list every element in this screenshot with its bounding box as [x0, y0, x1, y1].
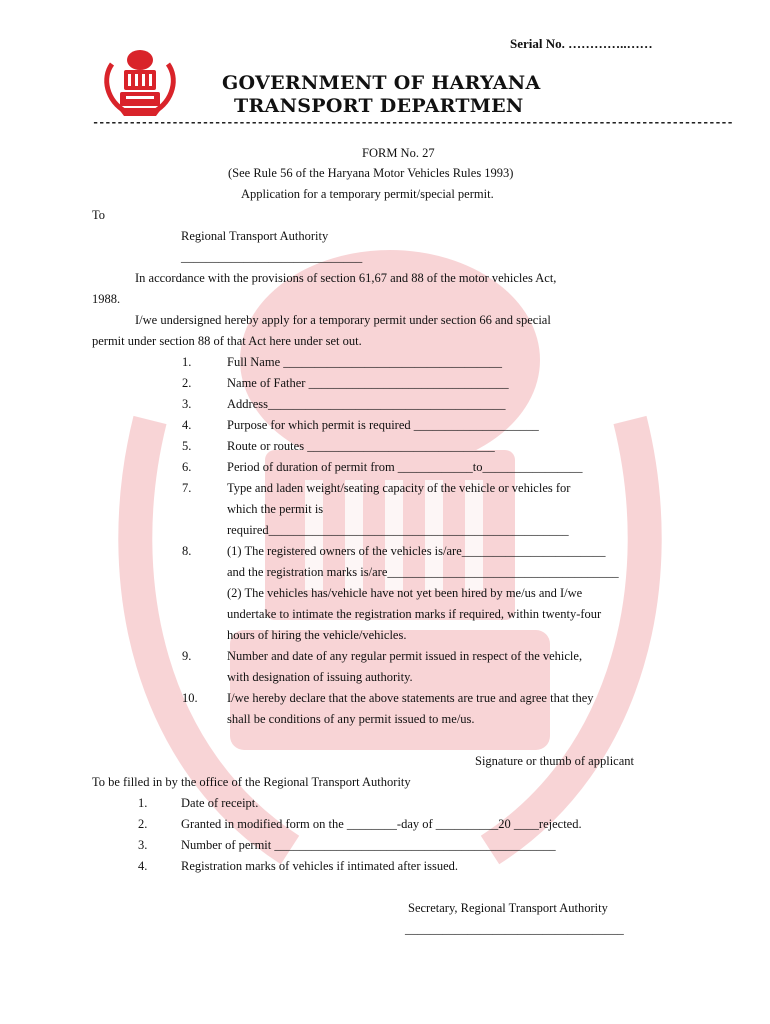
government-title: GOVERNMENT OF HARYANA	[222, 72, 541, 94]
form-rule-reference: (See Rule 56 of the Haryana Motor Vehicles Rules 1993)	[228, 166, 514, 180]
item-number: 5.	[182, 439, 192, 453]
item-father-name: Name of Father ________________________________	[227, 376, 509, 390]
office-item-number: 3.	[138, 838, 148, 852]
item-period: Period of duration of permit from ____________to________________	[227, 460, 583, 474]
header-separator: ---------------------------------------------------------------------------------------------------------	[92, 116, 733, 130]
item-number: 8.	[182, 544, 192, 558]
addressee-authority: Regional Transport Authority	[181, 229, 329, 243]
item-purpose: Purpose for which permit is required ____________________	[227, 418, 539, 432]
item-routes: Route or routes ______________________________	[227, 439, 495, 453]
form-title: FORM No. 27	[362, 146, 435, 160]
item-owners-line: (1) The registered owners of the vehicles is/are_______________________	[227, 544, 606, 558]
item-declaration-line: I/we hereby declare that the above statements are true and agree that they	[227, 691, 594, 705]
paragraph-1-line-2: 1988.	[92, 292, 121, 306]
item-full-name: Full Name ___________________________________	[227, 355, 502, 369]
serial-number: Serial No. …………..……	[510, 36, 653, 51]
office-item-registration-marks: Registration marks of vehicles if intimated after issued.	[181, 859, 459, 873]
secretary-signature-line: ___________________________________	[405, 922, 624, 936]
paragraph-2-line-1: I/we undersigned hereby apply for a temporary permit under section 66 and special	[135, 313, 551, 327]
item-owners-line: hours of hiring the vehicle/vehicles.	[227, 628, 407, 642]
item-number: 3.	[182, 397, 192, 411]
item-address: Address______________________________________	[227, 397, 506, 411]
office-item-permit-number: Number of permit _____________________________________________	[181, 838, 556, 852]
item-vehicle-type-line: Type and laden weight/seating capacity of the vehicle or vehicles for	[227, 481, 571, 495]
office-item-date-of-receipt: Date of receipt.	[181, 796, 259, 810]
addressee-to: To	[92, 208, 106, 222]
item-number: 10.	[182, 691, 198, 705]
paragraph-2-line-2: permit under section 88 of that Act here under set out.	[92, 334, 362, 348]
office-item-number: 2.	[138, 817, 148, 831]
item-regular-permit-line: with designation of issuing authority.	[227, 670, 413, 684]
secretary-label: Secretary, Regional Transport Authority	[408, 901, 608, 915]
item-regular-permit-line: Number and date of any regular permit issued in respect of the vehicle,	[227, 649, 583, 663]
office-item-number: 1.	[138, 796, 148, 810]
item-owners-line: and the registration marks is/are_____________________________________	[227, 565, 619, 579]
office-section-heading: To be filled in by the office of the Regional Transport Authority	[92, 775, 411, 789]
form-subtitle: Application for a temporary permit/special permit.	[241, 187, 494, 201]
authority-blank-line: _____________________________	[181, 250, 363, 264]
office-item-granted: Granted in modified form on the ________-day of __________20 ____rejected.	[181, 817, 582, 831]
item-number: 4.	[182, 418, 192, 432]
paragraph-1-line-1: In accordance with the provisions of section 61,67 and 88 of the motor vehicles Act,	[135, 271, 557, 285]
item-number: 7.	[182, 481, 192, 495]
item-owners-line: (2) The vehicles has/vehicle have not yet been hired by me/us and I/we	[227, 586, 583, 600]
item-vehicle-type-line: which the permit is	[227, 502, 324, 516]
item-number: 2.	[182, 376, 192, 390]
item-number: 1.	[182, 355, 192, 369]
item-owners-line: undertake to intimate the registration marks if required, within twenty-four	[227, 607, 602, 621]
haryana-seal-logo	[98, 46, 182, 118]
item-declaration-line: shall be conditions of any permit issued to me/us.	[227, 712, 475, 726]
office-item-number: 4.	[138, 859, 148, 873]
applicant-signature-label: Signature or thumb of applicant	[475, 754, 634, 768]
item-number: 9.	[182, 649, 192, 663]
item-vehicle-type-line: required________________________________________________	[227, 523, 569, 537]
department-title: TRANSPORT DEPARTMEN	[234, 95, 524, 117]
item-number: 6.	[182, 460, 192, 474]
